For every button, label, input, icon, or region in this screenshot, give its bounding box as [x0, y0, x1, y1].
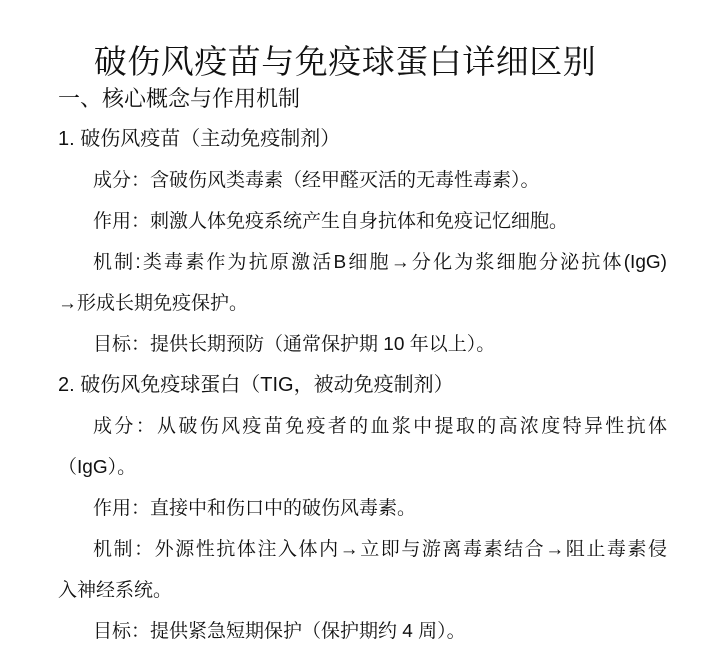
paragraph-line: 目标：提供紧急短期保护（保护期约 4 周）。 [93, 621, 466, 642]
document-body [0, 78, 716, 652]
paragraph-line: （IgG）。 [58, 457, 137, 478]
paragraph-line: 机制:类毒素作为抗原激活B细胞→分化为浆细胞分泌抗体(IgG) [93, 252, 667, 273]
paragraph-line: →形成长期免疫保护。 [58, 293, 249, 314]
paragraph-line: 目标：提供长期预防（通常保护期 10 年以上）。 [93, 334, 496, 355]
paragraph-line: 机制：外源性抗体注入体内→立即与游离毒素结合→阻止毒素侵 [93, 539, 667, 560]
document-title: 破伤风疫苗与免疫球蛋白详细区别 [93, 43, 597, 80]
paragraph-line: 作用：直接中和伤口中的破伤风毒素。 [93, 498, 417, 519]
paragraph-line: 作用：刺激人体免疫系统产生自身抗体和免疫记忆细胞。 [93, 211, 569, 232]
paragraph-line: 1. 破伤风疫苗（主动免疫制剂） [58, 128, 341, 150]
paragraph-line: 入神经系统。 [58, 580, 173, 601]
paragraph-line: 成分：从破伤风疫苗免疫者的血浆中提取的高浓度特异性抗体 [93, 416, 667, 437]
paragraph-line: 2. 破伤风免疫球蛋白（TIG，被动免疫制剂） [58, 374, 454, 396]
paragraph-line: 成分：含破伤风类毒素（经甲醛灭活的无毒性毒素）。 [93, 170, 540, 191]
paragraph-line: 一、核心概念与作用机制 [58, 86, 301, 111]
